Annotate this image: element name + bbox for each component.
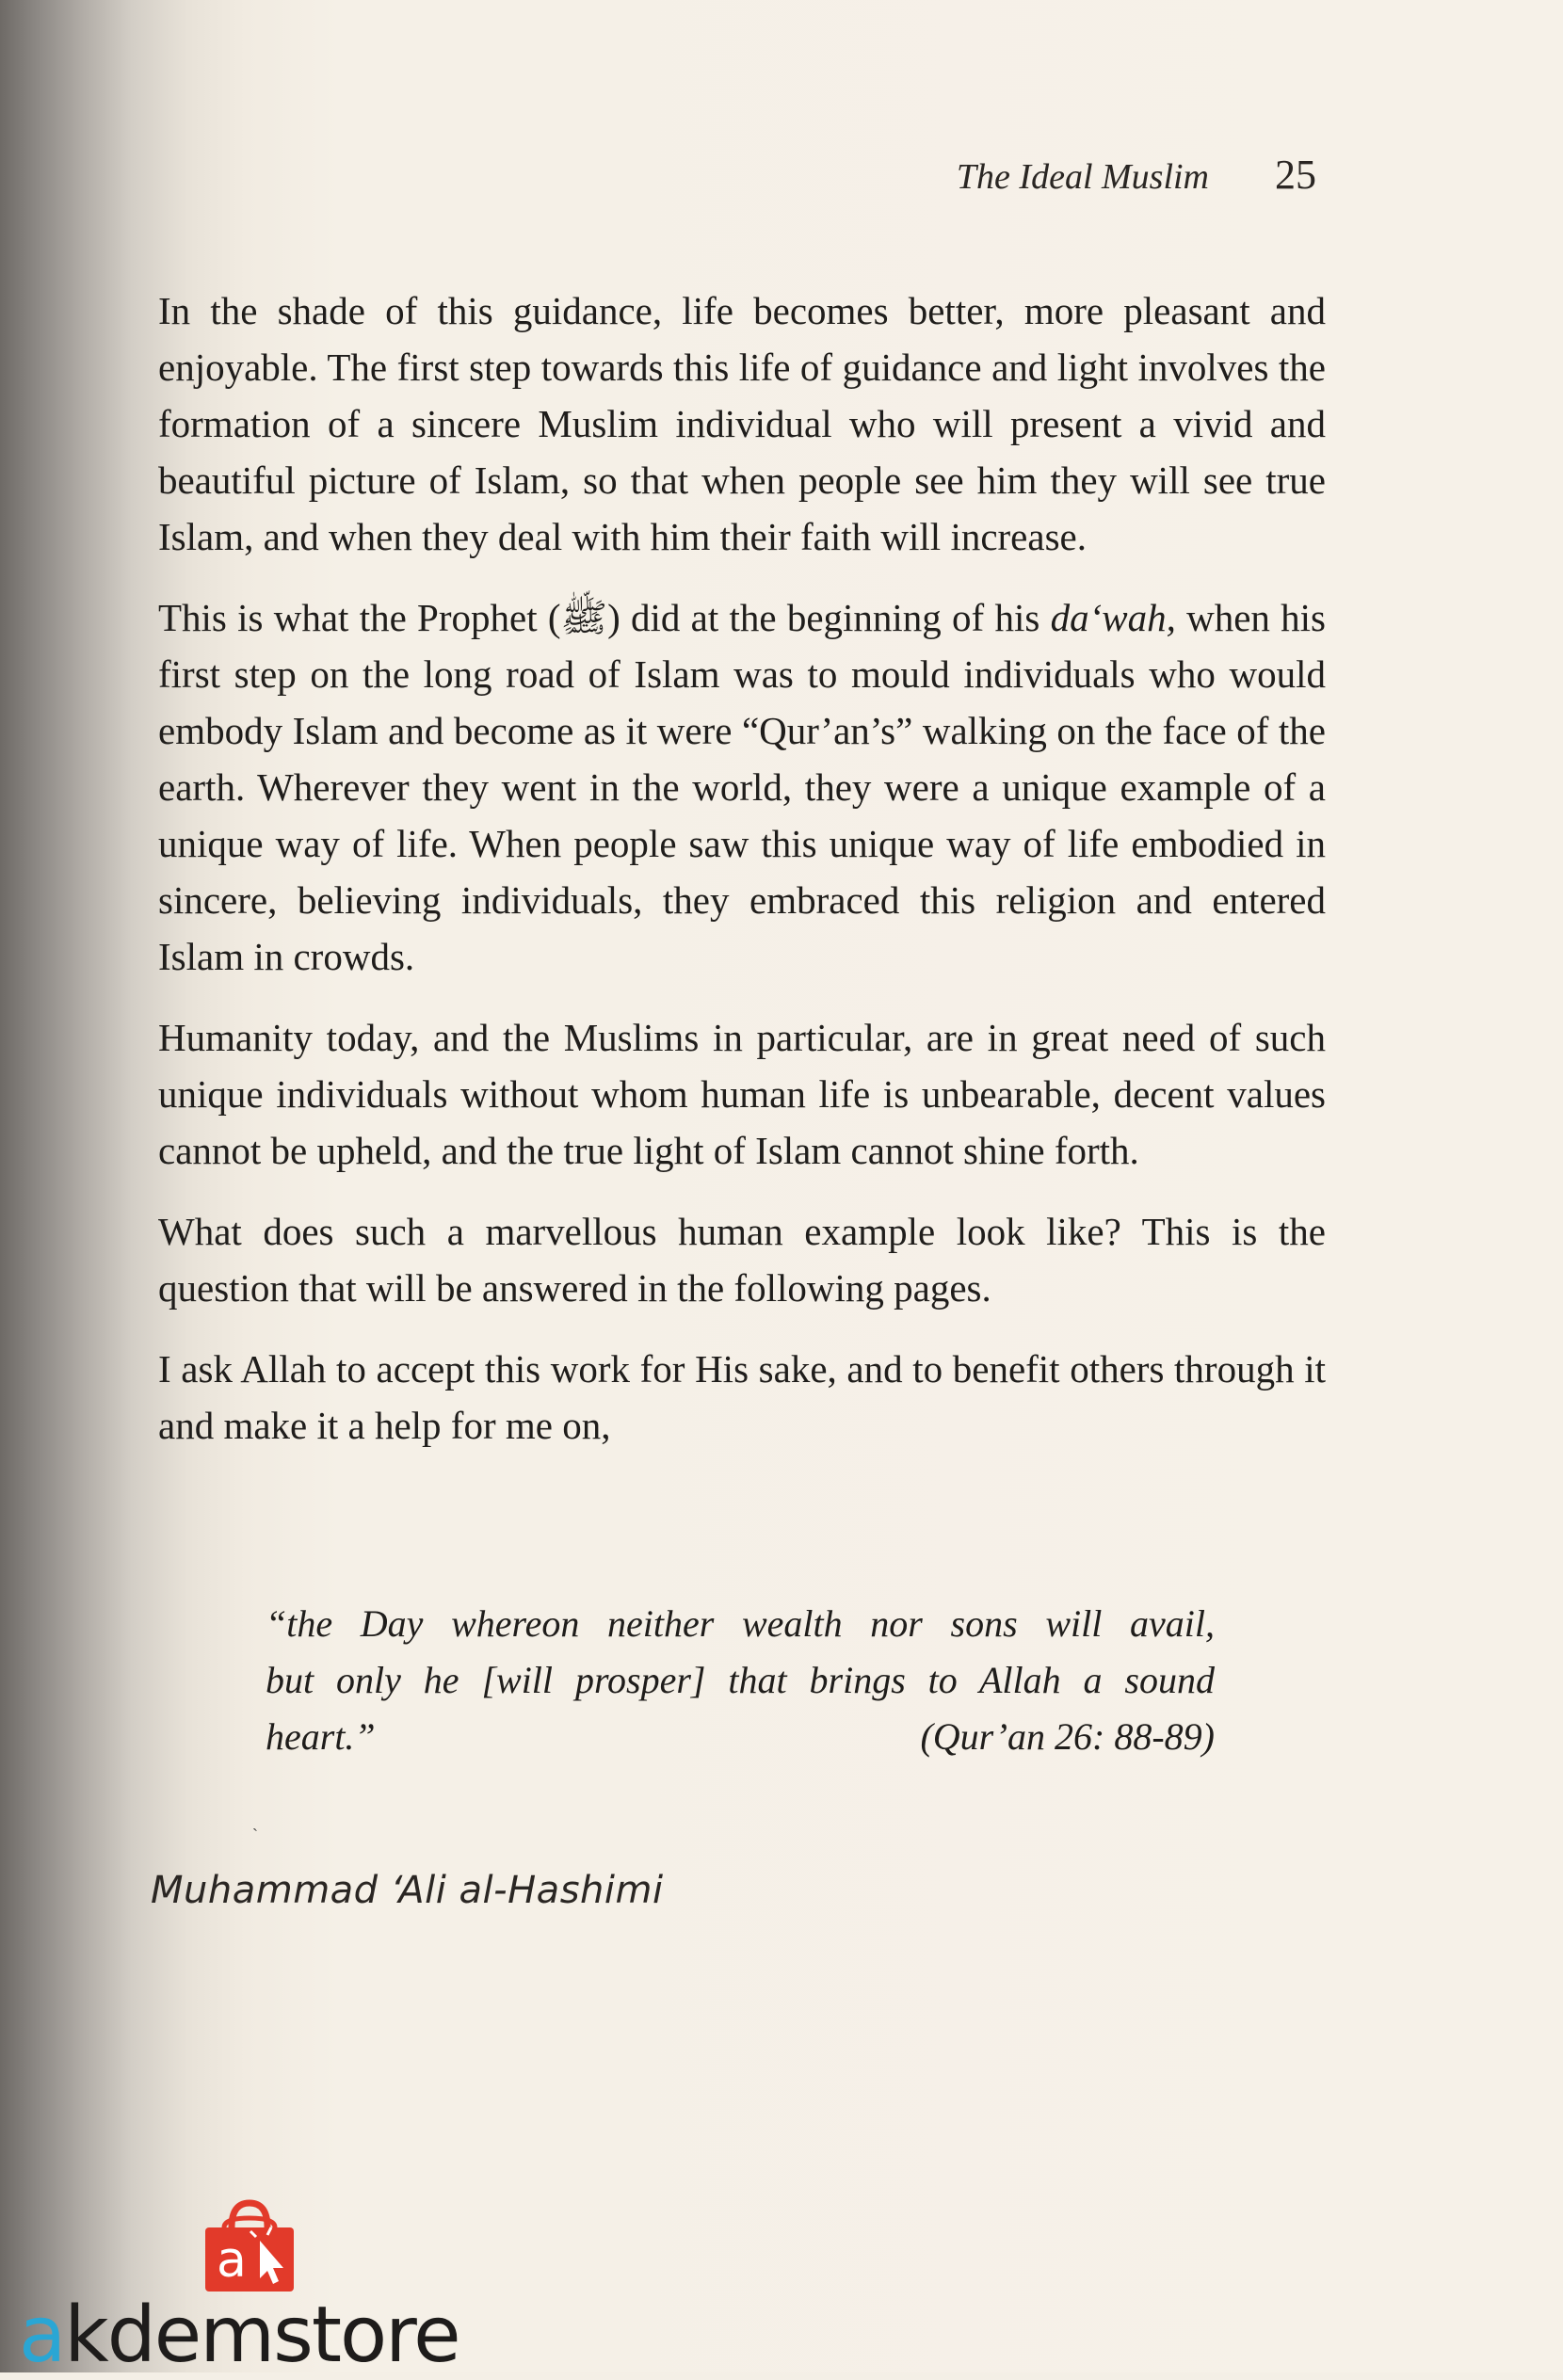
paragraph-2-start: This is what the Prophet (ﷺ) did at the beginning of his — [158, 596, 1051, 639]
quote-line-3: heart.” — [266, 1715, 376, 1758]
store-logo-text — [19, 2291, 459, 2380]
quote-citation: (Qur’an 26: 88-89) — [920, 1715, 1215, 1758]
logo-letters-rest: kdemstore — [64, 2291, 459, 2380]
running-title: The Ideal Muslim — [956, 157, 1209, 197]
store-logo — [0, 2184, 527, 2380]
svg-text:a: a — [217, 2232, 247, 2289]
logo-letter-a: a — [19, 2291, 65, 2380]
dawah-term: da‘wah, — [1050, 596, 1176, 639]
quote-line-2: but only he [will prosper] that brings to Allah a sound — [266, 1659, 1215, 1701]
print-speck: ˎ — [252, 1812, 258, 1831]
paragraph-2-end: when his first step on the long road of Islam was to mould individuals who would embody Islam and become as it were “Qur’an’s” walking on the face of the earth. Wherever they went in the world, they were a unique example of a unique way of life. When people saw this unique way of life embodied in sincere, believing individuals, they embraced this religion and entered Islam in crowds. — [158, 596, 1326, 978]
shopping-bag-icon — [198, 2199, 301, 2293]
quran-quote — [266, 1596, 1215, 1765]
body-text — [158, 282, 1326, 1478]
paragraph-4: What does such a marvellous human example look like? This is the question that will be answered in the following pages. — [158, 1210, 1326, 1310]
page-number: 25 — [1275, 152, 1316, 198]
paragraph-2 — [158, 589, 1326, 985]
quote-line-3-row — [266, 1709, 1215, 1765]
paragraph-5: I ask Allah to accept this work for His sake, and to benefit others through it and make it a help for me on, — [158, 1347, 1326, 1447]
author-signature: Muhammad ‘Ali al-Hashimi — [151, 1869, 664, 1912]
paragraph-3: Humanity today, and the Muslims in particular, are in great need of such unique individuals without whom human life is unbearable, decent values cannot be upheld, and the true light of Islam cannot shine forth. — [158, 1016, 1326, 1172]
running-head — [957, 151, 1316, 199]
quote-line-1: “the Day whereon neither wealth nor sons will avail, — [266, 1602, 1215, 1645]
paragraph-1: In the shade of this guidance, life becomes better, more pleasant and enjoyable. The first step towards this life of guidance and light involves the formation of a sincere Muslim individual who will present a vivid and beautiful picture of Islam, so that when people see him they will see true Islam, and when they deal with him their faith will increase. — [158, 289, 1326, 558]
